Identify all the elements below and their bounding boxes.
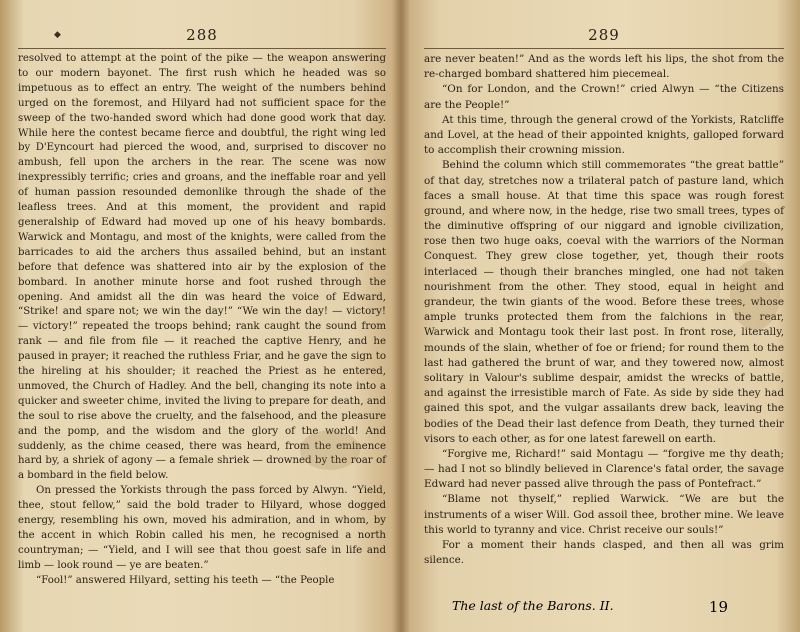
left-page-header — [18, 26, 386, 49]
paragraph: “Blame not thyself,” replied Warwick. “We are but the instruments of a wiser Will. God assoil thee, brother mine. We leave this world to tyranny and vice. Christ receive our souls!” — [424, 493, 784, 536]
ornament-mark: ◆ — [54, 30, 61, 40]
paragraph: On pressed the Yorkists through the pass forced by Alwyn. “Yield, thee, stout fellow,” said the bold trader to Hilyard, whose dogged energy, resembling his own, moved his admiration, and in whom, by the accent in which Robin called his men, he recognised a north countryman; — “Yield, and I will see that thou goest safe in life and limb — look round — ye are beaten.” — [18, 485, 386, 571]
paragraph: At this time, through the general crowd of the Yorkists, Ratcliffe and Lovel, at the head of their appointed knights, galloped forward to accomplish their crowning mission. — [424, 113, 784, 157]
right-page-number: 289 — [588, 26, 620, 44]
paragraph: “On for London, and the Crown!” cried Alwyn — “the Citizens are the People!” — [424, 83, 784, 111]
right-page-text — [424, 52, 784, 568]
paper-stain — [300, 430, 360, 470]
paragraph: resolved to attempt at the point of the pike — the weapon answering to our modern bayonet. The first rush which he headed was so impetuous as to effect an entry. The weight of the numbers behind urged on the foremost, and Hilyard had not sufficient space for the sweep of the two-handed sword which had done good work that day. While here the contest became fierce and doubtful, the right wing led by D'Eyncourt had pierced the wood, and, surprised to discover no ambush, fell upon the archers in the rear. The scene was now inexpressibly terrific; cries and groans, and the ineffable roar and yell of human passion resounded demonlike through the shade of the leafless trees. And at this moment, the provident and rapid generalship of Edward had moved up one of his heavy bombards. Warwick and Montagu, and most of the knights, were called from the barricades to aid the archers thus assailed behind, but an instant before that defence was shattered into air by the explosion of the bombard. In another minute horse and foot rushed through the opening. And amidst all the din was heard the voice of Edward, “Strike! and spare not; we win the day!” “We win the day! — victory! — victory!” repeated the troops behind; rank caught the sound from rank — and file from file — it reached the captive Henry, and he paused in prayer; it reached the ruthless Friar, and he gave the sign to the hireling at his shoulder; it reached the Priest as he entered, unmoved, the Church of Hadley. And the bell, changing its note into a quicker and sweeter chime, invited the living to prepare for death, and the soul to rise above the cruelty, and the falsehood, and the pleasure and the pomp, and the wisdom and the glory of the world! And suddenly, as the chime ceased, there was heard, from the eminence hard by, a shriek of agony — a female shriek — drowned by the roar of a bombard in the field below. — [18, 53, 386, 482]
book-gutter — [392, 0, 410, 632]
paragraph: are never beaten!” And as the words left his lips, the shot from the re-charged bombard shattered him piecemeal. — [424, 53, 784, 81]
paper-stain — [730, 260, 780, 330]
paragraph: Behind the column which still commemorates “the great battle” of that day, stretches now a trilateral patch of pasture land, which faces a small house. At that time this space was rough forest ground, and where now, in the hedge, rise two small trees, types of the diminutive offspring of our niggard and ignoble civilization, rose then two huge oaks, coeval with the warriors of the Norman Conquest. They grew close together, yet, though their roots interlaced — though their branches mingled, one had not taken nourishment from the other. They stood, equal in height and grandeur, the twin giants of the wood. Before these trees, whose ample trunks protected them from the falchions in the rear, Warwick and Montagu took their last post. In front rose, literally, mounds of the slain, whether of foe or friend; for round them to the last had gathered the brunt of war, and they towered now, almost solitary in Valour's sublime despair, amidst the wrecks of battle, and against the irresistible march of Fate. As side by side they had gained this spot, and the vulgar assailants drew back, leaving the bodies of the Dead their last defence from Death, they turned their visors to each other, as for one latest farewell on earth. — [424, 159, 784, 445]
left-page-text — [18, 52, 386, 589]
right-page — [400, 0, 800, 632]
paragraph: “Forgive me, Richard!” said Montagu — “forgive me thy death; — had I not so blindly believed in Clarence's fatal order, the savage Edward had never passed alive through the pass of Pontefract.” — [424, 447, 784, 491]
footer-signature: The last of the Barons. II. — [452, 598, 614, 613]
left-page-number: 288 — [186, 26, 218, 44]
footer-sheet-number: 19 — [708, 598, 728, 616]
paragraph: “Fool!” answered Hilyard, setting his teeth — “the People — [36, 574, 335, 586]
right-page-header — [424, 26, 784, 49]
paragraph: For a moment their hands clasped, and then all was grim silence. — [424, 539, 784, 567]
